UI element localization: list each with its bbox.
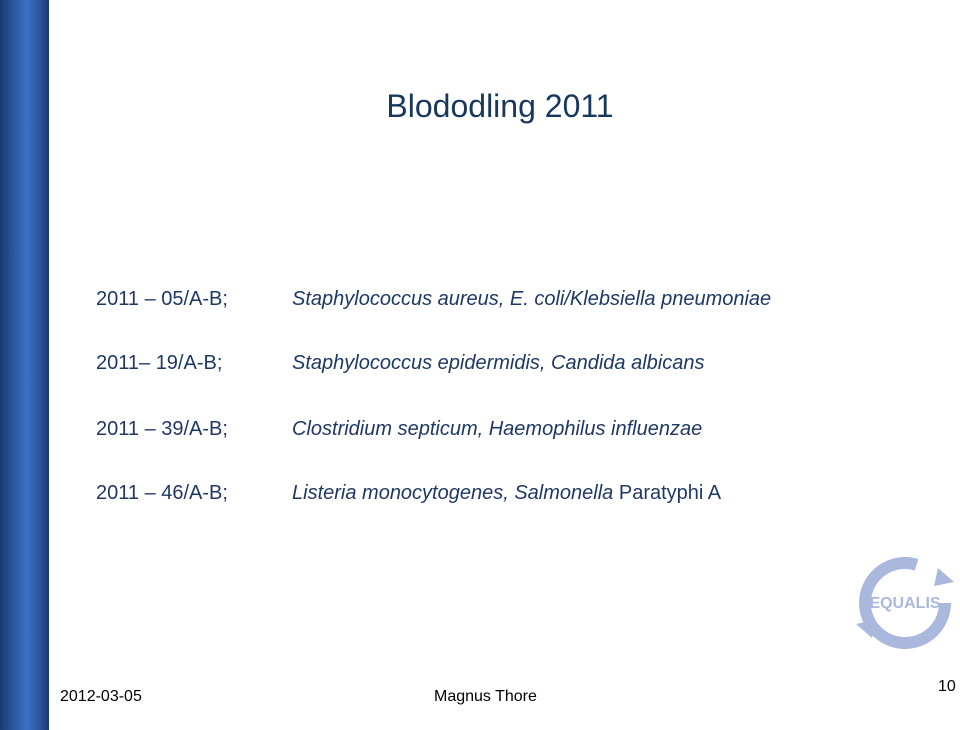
- row-code: 2011 – 46/A-B;: [96, 482, 228, 504]
- row-organisms: Clostridium septicum, Haemophilus influenzae: [292, 418, 703, 440]
- logo-arrow-top: [934, 568, 954, 586]
- equalis-logo: [850, 548, 960, 658]
- row-organisms: Listeria monocytogenes, Salmonella: [292, 482, 614, 504]
- list-item: [96, 288, 771, 311]
- list-item: [96, 352, 704, 375]
- footer-author: Magnus Thore: [434, 688, 537, 705]
- page-number: 10: [938, 678, 956, 695]
- row-code: 2011– 19/A-B;: [96, 352, 223, 374]
- row-suffix: Paratyphi A: [613, 482, 722, 504]
- row-organisms: Staphylococcus aureus, E. coli/Klebsiella pneumoniae: [292, 288, 772, 310]
- slide-title: Blododling 2011: [386, 88, 614, 124]
- row-code: 2011 – 05/A-B;: [96, 288, 228, 310]
- list-item: [96, 482, 721, 505]
- footer-date: 2012-03-05: [60, 688, 142, 705]
- logo-text: EQUALIS: [869, 595, 941, 612]
- row-organisms: Staphylococcus epidermidis, Candida albicans: [292, 352, 705, 374]
- row-code: 2011 – 39/A-B;: [96, 418, 228, 440]
- list-item: [96, 418, 702, 441]
